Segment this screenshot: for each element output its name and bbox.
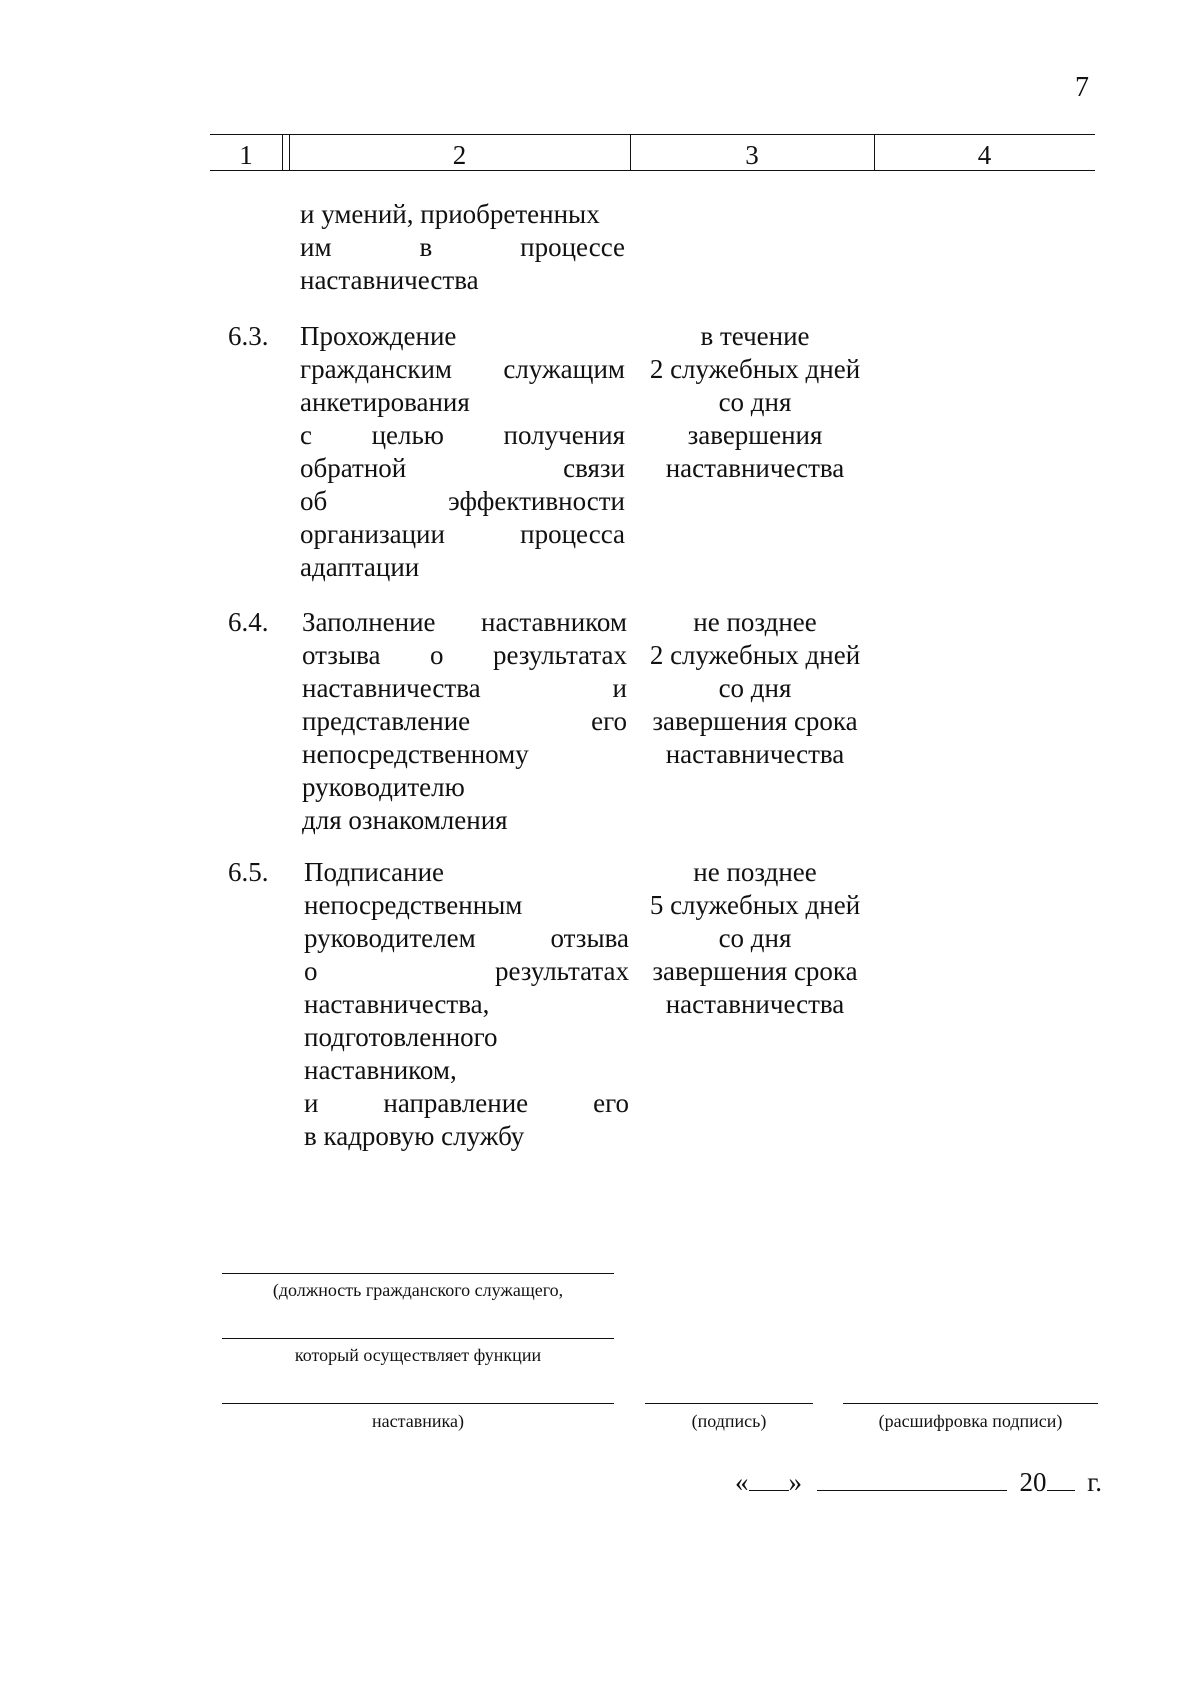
position-line[interactable] (222, 1273, 614, 1274)
description-line: руководителю (302, 772, 465, 802)
timing-line: наставничества (665, 453, 845, 483)
description-line: и направление его (304, 1088, 629, 1118)
close-quote: » (788, 1467, 802, 1497)
timing-line: не позднее (693, 607, 817, 637)
timing-line: завершения (687, 420, 823, 450)
decryption-line[interactable] (843, 1403, 1098, 1404)
position-line[interactable] (222, 1338, 614, 1339)
page-number: 7 (1075, 72, 1089, 103)
description-line: Прохождение (300, 321, 457, 351)
header-col-4: 4 (977, 140, 992, 170)
description-line: представление его (302, 706, 627, 736)
description-line: им в процессе (300, 232, 625, 262)
header-divider (282, 134, 283, 171)
description-line: наставничества, (304, 989, 490, 1019)
signature-line[interactable] (645, 1403, 813, 1404)
timing-line: не позднее (693, 857, 817, 887)
row-timing (630, 856, 880, 1021)
description-line: отзыва о результатах (302, 640, 627, 670)
timing-line: 5 служебных дней (649, 890, 861, 920)
timing-line: наставничества (665, 739, 845, 769)
timing-line: со дня (718, 673, 792, 703)
header-bottom-rule (210, 170, 1095, 171)
timing-line: со дня (718, 387, 792, 417)
description-line: гражданским служащим (300, 354, 625, 384)
row-description (304, 856, 629, 1153)
description-line: непосредственному (302, 739, 529, 769)
signature-caption: (подпись) (691, 1411, 767, 1431)
position-caption: наставника) (372, 1411, 464, 1431)
header-col-3: 3 (745, 140, 759, 170)
description-line: руководителем отзыва (304, 923, 629, 953)
row-description (302, 606, 627, 837)
header-col-2: 2 (452, 140, 467, 170)
row-number: 6.5. (228, 857, 269, 887)
timing-line: в течение (700, 321, 810, 351)
description-line: организации процесса (300, 519, 625, 549)
description-line: с целью получения (300, 420, 625, 450)
description-line: об эффективности (300, 486, 625, 516)
description-line: Подписание (304, 857, 445, 887)
timing-line: 2 служебных дней (649, 640, 861, 670)
timing-line: наставничества (665, 989, 845, 1019)
open-quote: « (735, 1467, 749, 1497)
row-description (300, 320, 625, 584)
position-caption: который осуществляет функции (294, 1345, 542, 1365)
timing-line: со дня (718, 923, 792, 953)
decryption-caption: (расшифровка подписи) (878, 1411, 1063, 1431)
month-blank[interactable] (817, 1466, 1007, 1491)
continuation-description (300, 198, 625, 297)
position-line[interactable] (222, 1403, 614, 1404)
description-line: анкетирования (300, 387, 470, 417)
timing-line: завершения срока (652, 706, 858, 736)
description-line: наставником, (304, 1055, 457, 1085)
row-timing (630, 606, 880, 771)
year-prefix: 20 (1019, 1467, 1047, 1497)
description-line: для ознакомления (302, 805, 508, 835)
day-blank[interactable] (749, 1466, 789, 1491)
year-blank[interactable] (1047, 1466, 1075, 1491)
header-col-1: 1 (239, 140, 253, 170)
description-line: подготовленного (304, 1022, 498, 1052)
description-line: о результатах (304, 956, 629, 986)
row-timing (630, 320, 880, 485)
row-number: 6.4. (228, 607, 269, 637)
description-line: Заполнение наставником (302, 607, 627, 637)
year-suffix: г. (1087, 1467, 1103, 1497)
timing-line: завершения срока (652, 956, 858, 986)
description-line: в кадровую службу (304, 1121, 525, 1151)
description-line: адаптации (300, 552, 420, 582)
timing-line: 2 служебных дней (649, 354, 861, 384)
description-line: непосредственным (304, 890, 523, 920)
description-line: обратной связи (300, 453, 625, 483)
description-line: наставничества (300, 265, 479, 295)
description-line: наставничества и (302, 673, 627, 703)
date-line (735, 1466, 1102, 1497)
position-caption: (должность гражданского служащего, (272, 1280, 564, 1300)
row-number: 6.3. (228, 321, 269, 351)
header-top-rule (210, 134, 1095, 135)
description-line: и умений, приобретенных (300, 199, 600, 229)
